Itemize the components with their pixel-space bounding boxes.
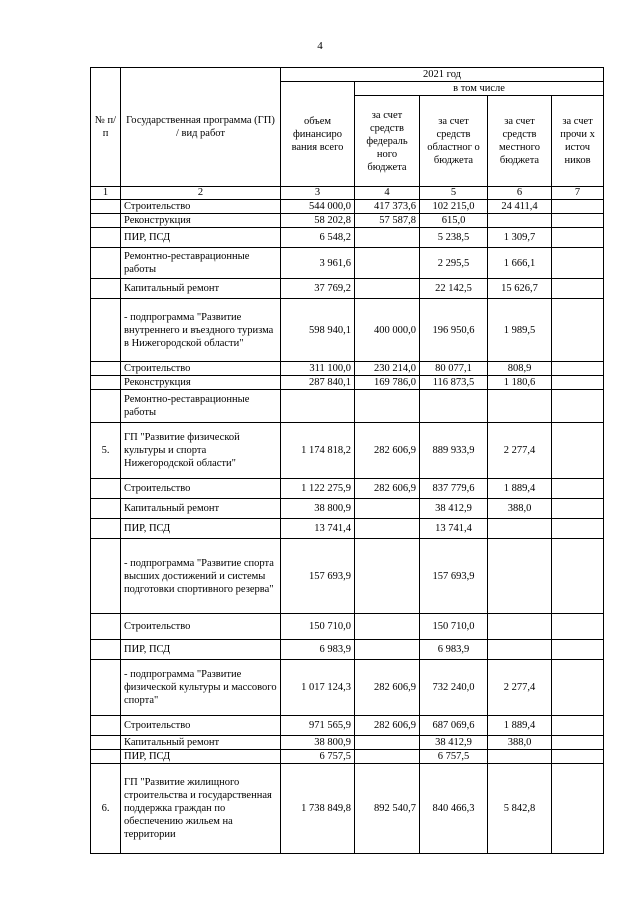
row-other: [552, 279, 604, 299]
row-other: [552, 390, 604, 423]
header-other: за счет прочи х источ ников: [552, 96, 604, 187]
row-other: [552, 200, 604, 214]
row-total: 1 017 124,3: [281, 660, 355, 716]
table-row: [91, 228, 604, 248]
row-name: Ремонтно-реставрационные работы: [121, 390, 281, 423]
row-total: 157 693,9: [281, 539, 355, 614]
row-federal: 230 214,0: [355, 362, 420, 376]
row-index: [91, 519, 121, 539]
header-regional: за счет средств областног о бюджета: [420, 96, 488, 187]
row-name: - подпрограмма "Развитие внутреннего и въездного туризма в Нижегородской области": [121, 299, 281, 362]
row-total: 37 769,2: [281, 279, 355, 299]
row-index: [91, 299, 121, 362]
row-regional: 196 950,6: [420, 299, 488, 362]
row-total: 287 840,1: [281, 376, 355, 390]
row-federal: 400 000,0: [355, 299, 420, 362]
table-body: [91, 200, 604, 854]
header-federal: за счет средств федераль ного бюджета: [355, 96, 420, 187]
row-regional: 615,0: [420, 214, 488, 228]
column-number: 1: [91, 187, 121, 200]
row-federal: [355, 499, 420, 519]
row-other: [552, 248, 604, 279]
row-name: ПИР, ПСД: [121, 519, 281, 539]
table-row: [91, 750, 604, 764]
row-federal: [355, 279, 420, 299]
row-local: 1 889,4: [488, 479, 552, 499]
table-row: [91, 660, 604, 716]
table-row: [91, 764, 604, 854]
row-regional: 116 873,5: [420, 376, 488, 390]
row-total: [281, 390, 355, 423]
table-row: [91, 362, 604, 376]
row-total: 150 710,0: [281, 614, 355, 640]
row-regional: 22 142,5: [420, 279, 488, 299]
row-regional: 38 412,9: [420, 736, 488, 750]
row-local: [488, 214, 552, 228]
row-local: 1 666,1: [488, 248, 552, 279]
row-index: [91, 248, 121, 279]
row-federal: 282 606,9: [355, 660, 420, 716]
row-total: 544 000,0: [281, 200, 355, 214]
row-index: [91, 716, 121, 736]
row-local: 1 889,4: [488, 716, 552, 736]
column-number: 4: [355, 187, 420, 200]
row-name: ПИР, ПСД: [121, 640, 281, 660]
row-regional: 732 240,0: [420, 660, 488, 716]
row-federal: [355, 539, 420, 614]
table-header: [91, 68, 604, 200]
row-federal: 169 786,0: [355, 376, 420, 390]
row-total: 1 174 818,2: [281, 423, 355, 479]
row-federal: [355, 640, 420, 660]
row-local: 24 411,4: [488, 200, 552, 214]
column-number: 3: [281, 187, 355, 200]
row-local: [488, 539, 552, 614]
table-row: [91, 200, 604, 214]
row-federal: 892 540,7: [355, 764, 420, 854]
column-number: 2: [121, 187, 281, 200]
row-local: [488, 640, 552, 660]
row-total: 598 940,1: [281, 299, 355, 362]
table-row: [91, 214, 604, 228]
row-local: [488, 750, 552, 764]
row-index: [91, 376, 121, 390]
row-index: [91, 736, 121, 750]
row-regional: 2 295,5: [420, 248, 488, 279]
row-local: 1 180,6: [488, 376, 552, 390]
row-total: 6 548,2: [281, 228, 355, 248]
row-other: [552, 716, 604, 736]
row-regional: 150 710,0: [420, 614, 488, 640]
row-name: ГП "Развитие физической культуры и спорта Нижегородской области": [121, 423, 281, 479]
row-index: [91, 750, 121, 764]
row-name: Реконструкция: [121, 376, 281, 390]
table-row: [91, 736, 604, 750]
row-total: 38 800,9: [281, 736, 355, 750]
row-index: [91, 539, 121, 614]
row-name: Строительство: [121, 614, 281, 640]
header-including: в том числе: [355, 82, 604, 96]
row-total: 1 122 275,9: [281, 479, 355, 499]
row-name: ПИР, ПСД: [121, 750, 281, 764]
row-regional: 5 238,5: [420, 228, 488, 248]
row-total: 13 741,4: [281, 519, 355, 539]
row-federal: 282 606,9: [355, 423, 420, 479]
row-other: [552, 764, 604, 854]
table-row: [91, 716, 604, 736]
row-federal: [355, 248, 420, 279]
row-regional: 840 466,3: [420, 764, 488, 854]
table-row: [91, 519, 604, 539]
row-index: [91, 660, 121, 716]
table-row: [91, 248, 604, 279]
header-year: 2021 год: [281, 68, 604, 82]
row-other: [552, 539, 604, 614]
row-federal: 282 606,9: [355, 479, 420, 499]
table-row: [91, 423, 604, 479]
row-name: - подпрограмма "Развитие спорта высших достижений и системы подготовки спортивного резерва": [121, 539, 281, 614]
row-name: Ремонтно-реставрационные работы: [121, 248, 281, 279]
header-total: объем финансиро вания всего: [281, 82, 355, 187]
table-row: [91, 390, 604, 423]
row-federal: 282 606,9: [355, 716, 420, 736]
row-federal: [355, 519, 420, 539]
row-regional: 80 077,1: [420, 362, 488, 376]
table-row: [91, 279, 604, 299]
row-regional: 102 215,0: [420, 200, 488, 214]
row-index: [91, 228, 121, 248]
row-other: [552, 499, 604, 519]
row-regional: 837 779,6: [420, 479, 488, 499]
row-index: [91, 214, 121, 228]
column-number: 5: [420, 187, 488, 200]
row-other: [552, 660, 604, 716]
row-index: [91, 614, 121, 640]
row-index: [91, 200, 121, 214]
row-regional: 13 741,4: [420, 519, 488, 539]
row-total: 1 738 849,8: [281, 764, 355, 854]
column-number: 7: [552, 187, 604, 200]
row-other: [552, 614, 604, 640]
row-index: [91, 279, 121, 299]
row-other: [552, 750, 604, 764]
row-index: [91, 390, 121, 423]
row-regional: 687 069,6: [420, 716, 488, 736]
row-local: 808,9: [488, 362, 552, 376]
row-regional: 157 693,9: [420, 539, 488, 614]
row-other: [552, 640, 604, 660]
row-index: [91, 499, 121, 519]
row-total: 971 565,9: [281, 716, 355, 736]
row-total: 3 961,6: [281, 248, 355, 279]
header-local: за счет средств местного бюджета: [488, 96, 552, 187]
row-total: 38 800,9: [281, 499, 355, 519]
row-regional: 889 933,9: [420, 423, 488, 479]
header-index: № п/п: [91, 68, 121, 187]
row-name: - подпрограмма "Развитие физической культуры и массового спорта": [121, 660, 281, 716]
row-other: [552, 299, 604, 362]
row-local: [488, 614, 552, 640]
row-federal: 57 587,8: [355, 214, 420, 228]
row-regional: 38 412,9: [420, 499, 488, 519]
table-row: [91, 614, 604, 640]
budget-table: [90, 67, 604, 854]
row-local: 5 842,8: [488, 764, 552, 854]
row-name: Капитальный ремонт: [121, 736, 281, 750]
table-row: [91, 499, 604, 519]
row-local: 388,0: [488, 499, 552, 519]
row-federal: [355, 228, 420, 248]
row-name: Реконструкция: [121, 214, 281, 228]
row-other: [552, 214, 604, 228]
row-name: Капитальный ремонт: [121, 279, 281, 299]
row-local: 15 626,7: [488, 279, 552, 299]
row-other: [552, 479, 604, 499]
row-local: [488, 519, 552, 539]
row-federal: [355, 750, 420, 764]
row-other: [552, 736, 604, 750]
row-name: ГП "Развитие жилищного строительства и государственная поддержка граждан по обеспечению жильем на территории: [121, 764, 281, 854]
table-row: [91, 539, 604, 614]
row-total: 6 983,9: [281, 640, 355, 660]
column-numbers-row: [91, 187, 604, 200]
row-local: 388,0: [488, 736, 552, 750]
row-regional: 6 757,5: [420, 750, 488, 764]
row-other: [552, 519, 604, 539]
row-name: Капитальный ремонт: [121, 499, 281, 519]
table-row: [91, 376, 604, 390]
row-name: Строительство: [121, 716, 281, 736]
row-total: 58 202,8: [281, 214, 355, 228]
row-index: 5.: [91, 423, 121, 479]
row-local: 2 277,4: [488, 423, 552, 479]
table-row: [91, 640, 604, 660]
row-federal: [355, 614, 420, 640]
row-local: [488, 390, 552, 423]
row-name: Строительство: [121, 362, 281, 376]
row-name: ПИР, ПСД: [121, 228, 281, 248]
header-program: Государственная программа (ГП) / вид работ: [121, 68, 281, 187]
row-other: [552, 362, 604, 376]
page-number: 4: [317, 40, 323, 52]
row-index: [91, 640, 121, 660]
row-total: 311 100,0: [281, 362, 355, 376]
row-local: 2 277,4: [488, 660, 552, 716]
row-index: [91, 479, 121, 499]
row-other: [552, 423, 604, 479]
row-federal: [355, 390, 420, 423]
column-number: 6: [488, 187, 552, 200]
row-other: [552, 228, 604, 248]
row-index: [91, 362, 121, 376]
row-federal: [355, 736, 420, 750]
row-total: 6 757,5: [281, 750, 355, 764]
row-name: Строительство: [121, 200, 281, 214]
table-row: [91, 479, 604, 499]
row-other: [552, 376, 604, 390]
row-regional: [420, 390, 488, 423]
row-name: Строительство: [121, 479, 281, 499]
row-regional: 6 983,9: [420, 640, 488, 660]
row-local: 1 989,5: [488, 299, 552, 362]
row-local: 1 309,7: [488, 228, 552, 248]
row-federal: 417 373,6: [355, 200, 420, 214]
row-index: 6.: [91, 764, 121, 854]
table-row: [91, 299, 604, 362]
